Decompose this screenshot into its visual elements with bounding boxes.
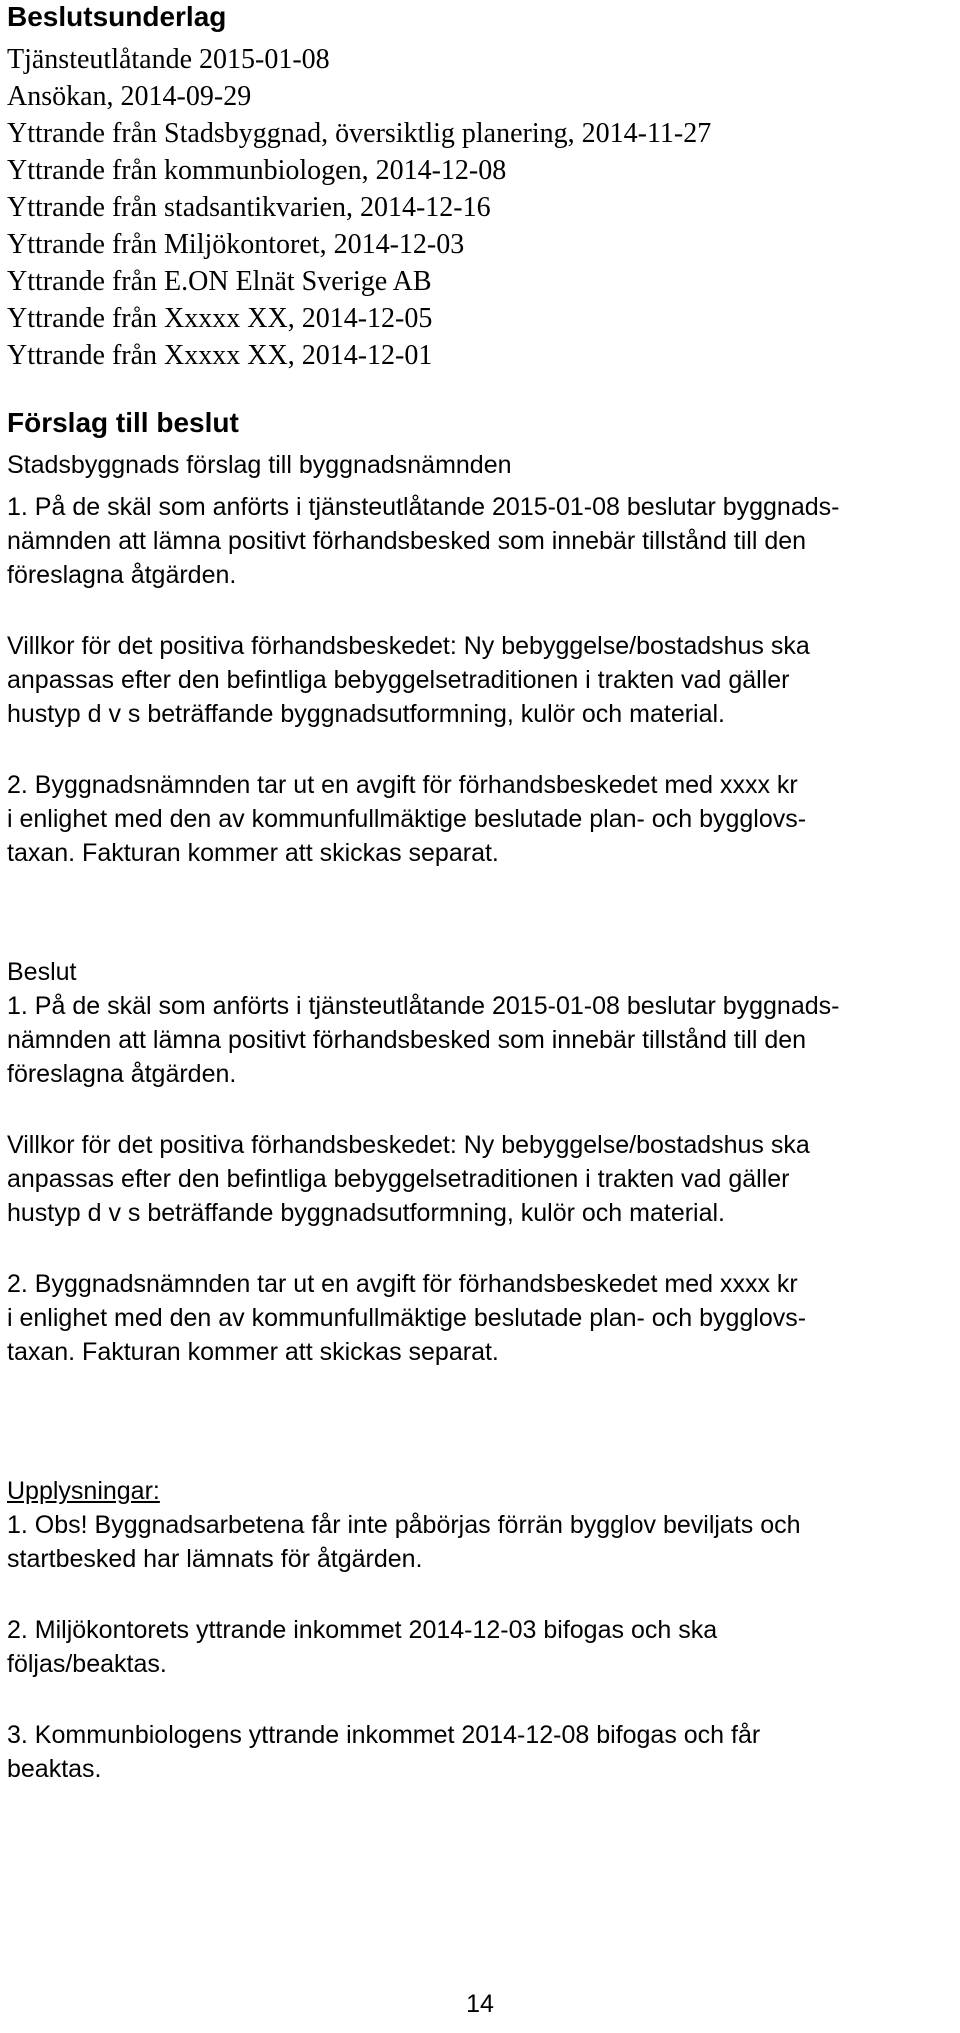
text-line: hustyp d v s beträffande byggnadsutformning, kulör och material. — [7, 1199, 726, 1227]
forslag-body — [7, 490, 947, 870]
forslag-paragraph-3 — [7, 768, 947, 870]
text-line: 2. Miljökontorets yttrande inkommet 2014-12-03 bifogas och ska — [7, 1616, 718, 1644]
text-line: följas/beaktas. — [7, 1650, 167, 1678]
beslut-paragraph-1 — [7, 989, 947, 1091]
forslag-header — [7, 406, 947, 482]
text-line: 3. Kommunbiologens yttrande inkommet 2014-12-08 bifogas och får — [7, 1721, 761, 1749]
upplysningar-paragraph-3 — [7, 1718, 947, 1786]
beslutsunderlag-item: Yttrande från Xxxxx XX, 2014-12-01 — [7, 340, 433, 371]
text-line: 1. På de skäl som anförts i tjänsteutlåtande 2015-01-08 beslutar byggnads- — [7, 493, 840, 521]
beslut-heading: Beslut — [7, 958, 77, 986]
beslut-paragraph-2 — [7, 1128, 947, 1230]
text-line: Villkor för det positiva förhandsbeskedet: Ny bebyggelse/bostadshus ska — [7, 632, 810, 660]
text-line: föreslagna åtgärden. — [7, 1060, 237, 1088]
text-line: 1. På de skäl som anförts i tjänsteutlåtande 2015-01-08 beslutar byggnads- — [7, 992, 840, 1020]
beslut-section — [7, 955, 947, 1369]
text-line: föreslagna åtgärden. — [7, 561, 237, 589]
beslutsunderlag-item: Yttrande från Xxxxx XX, 2014-12-05 — [7, 303, 433, 334]
beslut-paragraph-3 — [7, 1267, 947, 1369]
text-line: nämnden att lämna positivt förhandsbesked som innebär tillstånd till den — [7, 527, 807, 555]
forslag-paragraph-1 — [7, 490, 947, 592]
text-line: anpassas efter den befintliga bebyggelsetraditionen i trakten vad gäller — [7, 1165, 790, 1193]
forslag-heading: Förslag till beslut — [7, 407, 239, 438]
text-line: i enlighet med den av kommunfullmäktige beslutade plan- och bygglovs- — [7, 1304, 807, 1332]
forslag-paragraph-2 — [7, 629, 947, 731]
beslutsunderlag-item: Yttrande från kommunbiologen, 2014-12-08 — [7, 155, 507, 186]
upplysningar-paragraph-2 — [7, 1613, 947, 1681]
text-line: i enlighet med den av kommunfullmäktige beslutade plan- och bygglovs- — [7, 805, 807, 833]
text-line: taxan. Fakturan kommer att skickas separat. — [7, 1338, 499, 1366]
forslag-subtitle: Stadsbyggnads förslag till byggnadsnämnden — [7, 451, 512, 479]
beslutsunderlag-item: Yttrande från Miljökontoret, 2014-12-03 — [7, 229, 465, 260]
text-line: beaktas. — [7, 1755, 102, 1783]
upplysningar-heading: Upplysningar: — [7, 1477, 160, 1505]
text-line: 2. Byggnadsnämnden tar ut en avgift för förhandsbeskedet med xxxx kr — [7, 1270, 798, 1298]
beslutsunderlag-item: Yttrande från stadsantikvarien, 2014-12-16 — [7, 192, 491, 223]
beslutsunderlag-section — [7, 0, 947, 374]
beslutsunderlag-item: Tjänsteutlåtande 2015-01-08 — [7, 44, 330, 75]
beslutsunderlag-heading: Beslutsunderlag — [7, 1, 227, 32]
text-line: 1. Obs! Byggnadsarbetena får inte påbörjas förrän bygglov beviljats och — [7, 1511, 801, 1539]
text-line: anpassas efter den befintliga bebyggelsetraditionen i trakten vad gäller — [7, 666, 790, 694]
beslutsunderlag-item: Ansökan, 2014-09-29 — [7, 81, 252, 112]
text-line: taxan. Fakturan kommer att skickas separat. — [7, 839, 499, 867]
upplysningar-paragraph-1 — [7, 1508, 947, 1576]
page-number: 14 — [466, 1990, 494, 2018]
text-line: Villkor för det positiva förhandsbeskedet: Ny bebyggelse/bostadshus ska — [7, 1131, 810, 1159]
text-line: nämnden att lämna positivt förhandsbesked som innebär tillstånd till den — [7, 1026, 807, 1054]
upplysningar-section — [7, 1474, 947, 1786]
beslutsunderlag-item: Yttrande från E.ON Elnät Sverige AB — [7, 266, 432, 297]
text-line: startbesked har lämnats för åtgärden. — [7, 1545, 423, 1573]
text-line: hustyp d v s beträffande byggnadsutformning, kulör och material. — [7, 700, 726, 728]
beslutsunderlag-item: Yttrande från Stadsbyggnad, översiktlig planering, 2014-11-27 — [7, 118, 712, 149]
text-line: 2. Byggnadsnämnden tar ut en avgift för förhandsbeskedet med xxxx kr — [7, 771, 798, 799]
